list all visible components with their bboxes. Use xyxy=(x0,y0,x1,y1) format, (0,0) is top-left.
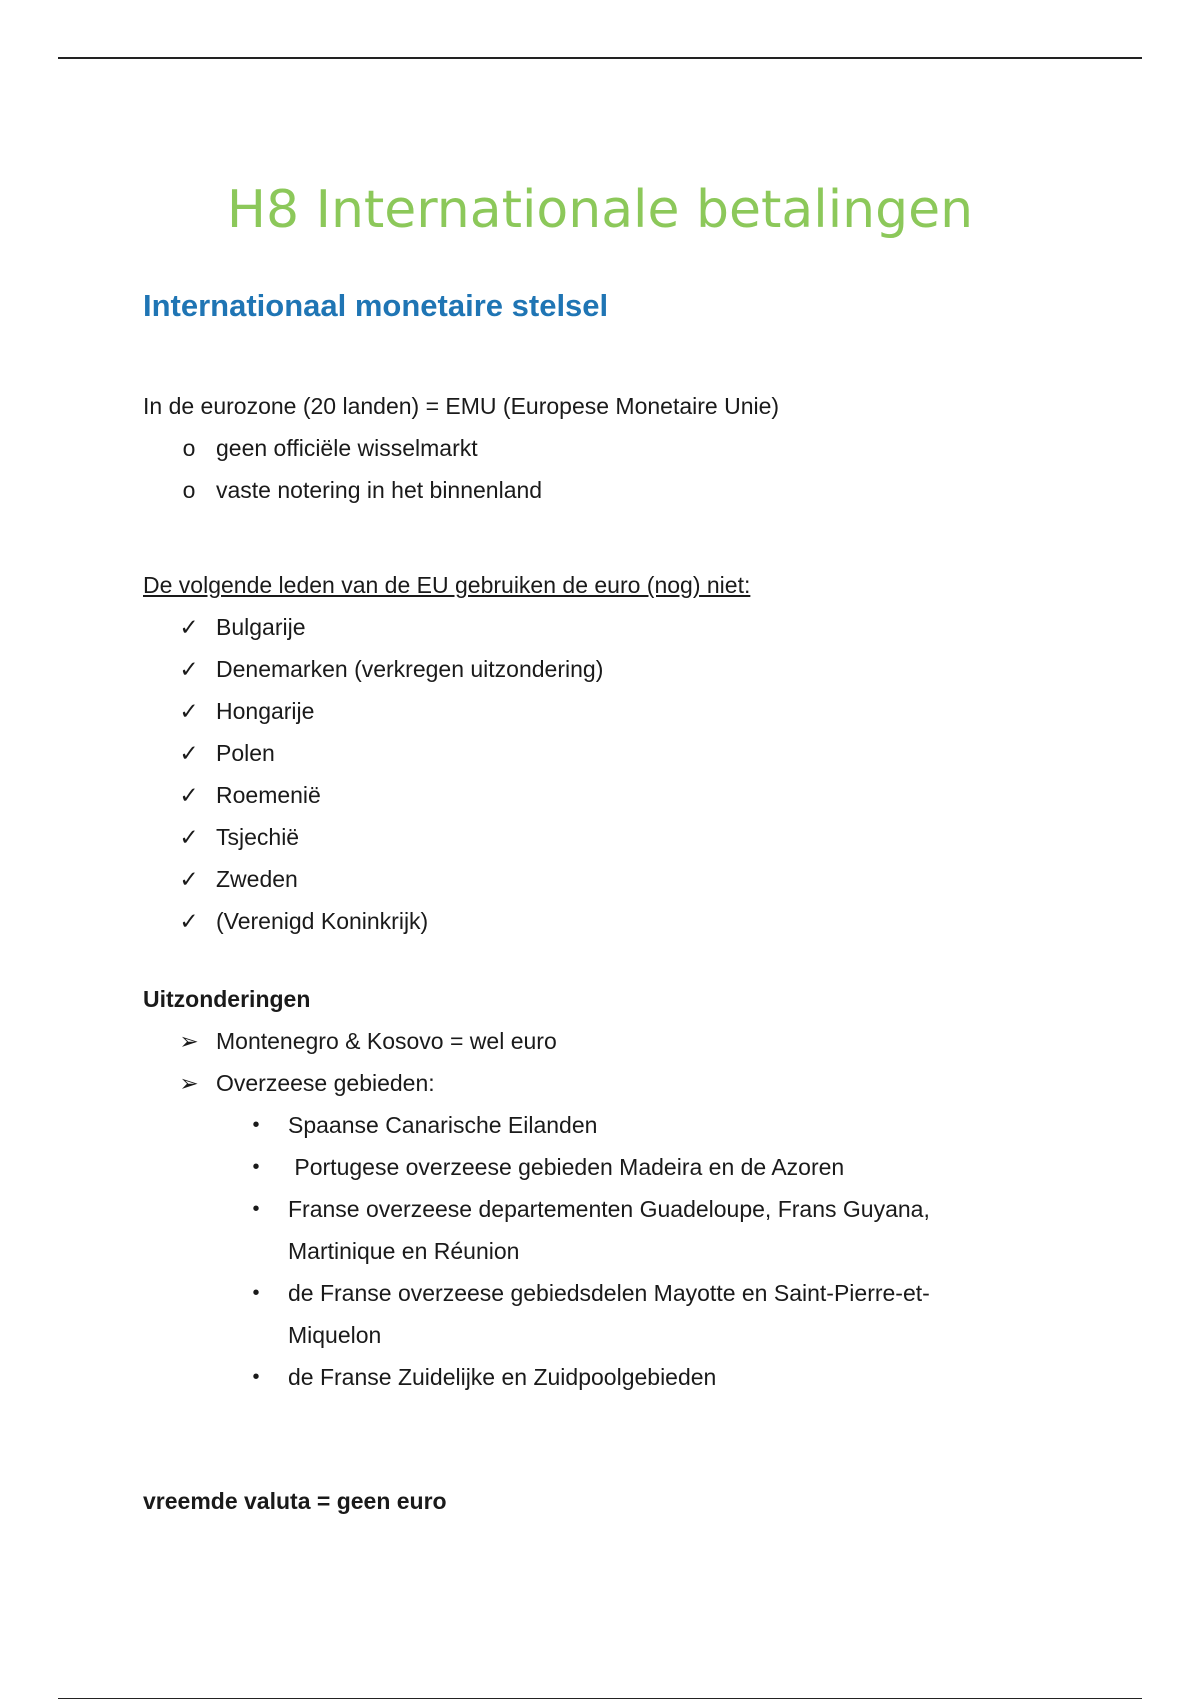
list-item-text: de Franse Zuidelijke en Zuidpoolgebieden xyxy=(288,1364,717,1390)
list-item-text: geen officiële wisselmarkt xyxy=(216,435,478,461)
arrow-bullet-icon: ➢ xyxy=(179,1028,199,1054)
list-item xyxy=(143,648,750,690)
non-euro-intro: De volgende leden van de EU gebruiken de euro (nog) niet: xyxy=(143,572,751,598)
top-rule xyxy=(58,57,1142,59)
list-item-text: de Franse overzeese gebiedsdelen Mayotte en Saint-Pierre-et- xyxy=(288,1280,930,1306)
circle-marker-icon: o xyxy=(182,435,196,461)
check-icon: ✓ xyxy=(179,740,199,766)
check-icon: ✓ xyxy=(179,908,199,934)
sub-list-item xyxy=(143,1146,930,1188)
circle-marker-icon: o xyxy=(182,477,196,503)
list-item xyxy=(143,690,750,732)
check-icon: ✓ xyxy=(179,782,199,808)
footer-note-text: vreemde valuta = geen euro xyxy=(143,1488,447,1514)
check-icon: ✓ xyxy=(179,824,199,850)
sub-list-item xyxy=(143,1188,930,1230)
list-item-text: Bulgarije xyxy=(216,614,306,640)
list-item-text: Roemenië xyxy=(216,782,321,808)
list-item-text: Polen xyxy=(216,740,275,766)
eurozone-intro: In de eurozone (20 landen) = EMU (Europese Monetaire Unie) xyxy=(143,393,780,419)
section-heading: Internationaal monetaire stelsel xyxy=(143,288,609,323)
bottom-rule xyxy=(58,1698,1142,1699)
exceptions-heading: Uitzonderingen xyxy=(143,986,311,1012)
list-item-text: Overzeese gebieden: xyxy=(216,1070,435,1096)
list-item xyxy=(143,606,750,648)
list-item xyxy=(143,816,750,858)
eurozone-block xyxy=(143,385,779,511)
list-item xyxy=(143,469,779,511)
list-item xyxy=(143,1062,930,1104)
list-item xyxy=(143,732,750,774)
check-icon: ✓ xyxy=(179,866,199,892)
list-item xyxy=(143,1020,930,1062)
sub-list-item xyxy=(143,1356,930,1398)
list-item-text: Tsjechië xyxy=(216,824,300,850)
exceptions-block xyxy=(143,978,930,1398)
list-item-text: Zweden xyxy=(216,866,298,892)
list-item xyxy=(143,900,750,942)
list-item-text: Hongarije xyxy=(216,698,315,724)
arrow-bullet-icon: ➢ xyxy=(179,1070,199,1096)
footer-note xyxy=(143,1480,447,1522)
list-item-text: Denemarken (verkregen uitzondering) xyxy=(216,656,604,682)
check-icon: ✓ xyxy=(179,656,199,682)
check-icon: ✓ xyxy=(179,614,199,640)
page-title: H8 Internationale betalingen xyxy=(226,180,974,240)
list-item xyxy=(143,858,750,900)
check-icon: ✓ xyxy=(179,698,199,724)
non-euro-block xyxy=(143,564,750,942)
list-item xyxy=(143,427,779,469)
list-item-text: Montenegro & Kosovo = wel euro xyxy=(216,1028,557,1054)
list-item xyxy=(143,774,750,816)
sub-list-item xyxy=(143,1272,930,1314)
bullet-icon: • xyxy=(252,1366,260,1388)
list-item-text: vaste notering in het binnenland xyxy=(216,477,543,503)
bullet-icon: • xyxy=(252,1156,260,1178)
sub-list-item-continuation: Martinique en Réunion xyxy=(288,1238,520,1264)
sub-list-item xyxy=(143,1104,930,1146)
bullet-icon: • xyxy=(252,1198,260,1220)
bullet-icon: • xyxy=(252,1114,260,1136)
list-item-text: (Verenigd Koninkrijk) xyxy=(216,908,429,934)
bullet-icon: • xyxy=(252,1282,260,1304)
sub-list-item-continuation: Miquelon xyxy=(288,1322,382,1348)
list-item-text: Spaanse Canarische Eilanden xyxy=(288,1112,598,1138)
list-item-text: Portugese overzeese gebieden Madeira en de Azoren xyxy=(288,1154,845,1180)
list-item-text: Franse overzeese departementen Guadeloupe, Frans Guyana, xyxy=(288,1196,930,1222)
